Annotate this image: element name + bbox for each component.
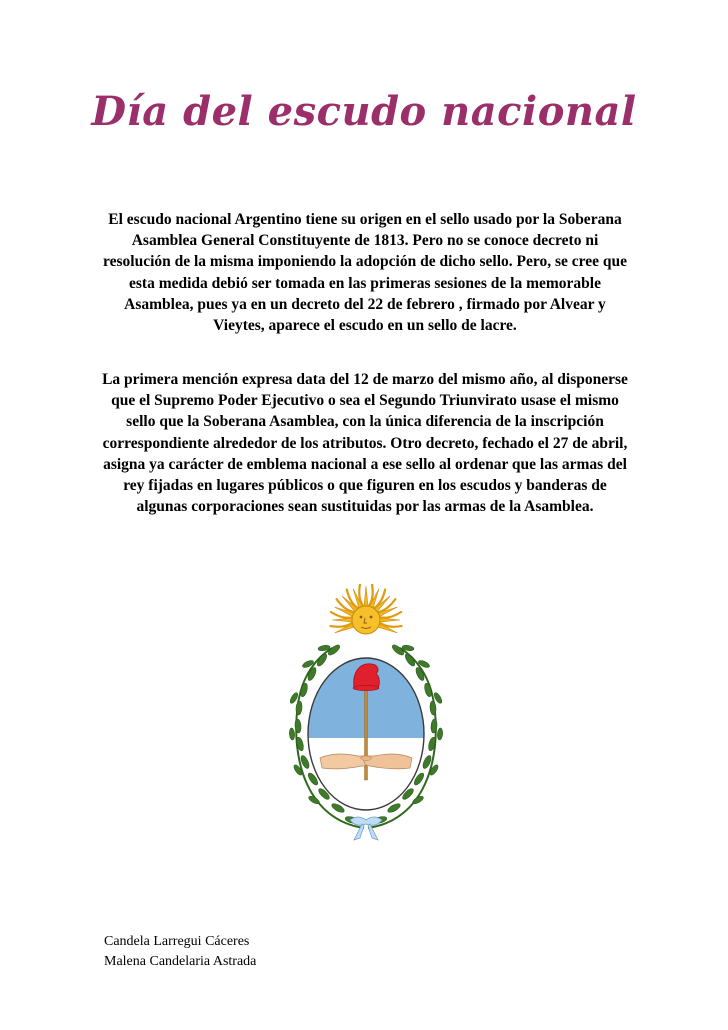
author-name: Malena Candelaria Astrada <box>104 954 257 969</box>
page-title: Día del escudo nacional <box>91 88 637 135</box>
paragraph-first-mention: La primera mención expresa data del 12 de marzo del mismo año, al disponerse que el Supremo Poder Ejecutivo o sea el Segundo Triunvirato usase el mismo sello que la Soberana Asamblea, con la única diferencia de la inscripción correspondiente alrededor de los atributos. Otro decreto, fechado el 27 de abril, asigna ya carácter de emblema nacional a ese sello al ordenar que las armas del rey fijadas en lugares públicos o que figuren en los escudos y banderas de algunas corporaciones sean sustituidas por las armas de la Asamblea. <box>102 371 628 516</box>
paragraph-origin: El escudo nacional Argentino tiene su origen en el sello usado por la Soberana Asamblea General Constituyente de 1813. Pero no se conoce decreto ni resolución de la misma imponiendo la adopción de dicho sello. Pero, se cree que esta medida debió ser tomada en las primeras sesiones de la memorable Asamblea, pues ya en un decreto del 22 de febrero , firmado por Alvear y Vieytes, aparece el escudo en un sello de lacre. <box>103 211 627 335</box>
authors-block <box>104 932 256 972</box>
author-name: Candela Larregui Cáceres <box>104 934 250 949</box>
sun-icon <box>330 584 401 634</box>
ribbon-icon <box>350 817 382 840</box>
argentine-coat-of-arms-icon <box>286 584 446 846</box>
